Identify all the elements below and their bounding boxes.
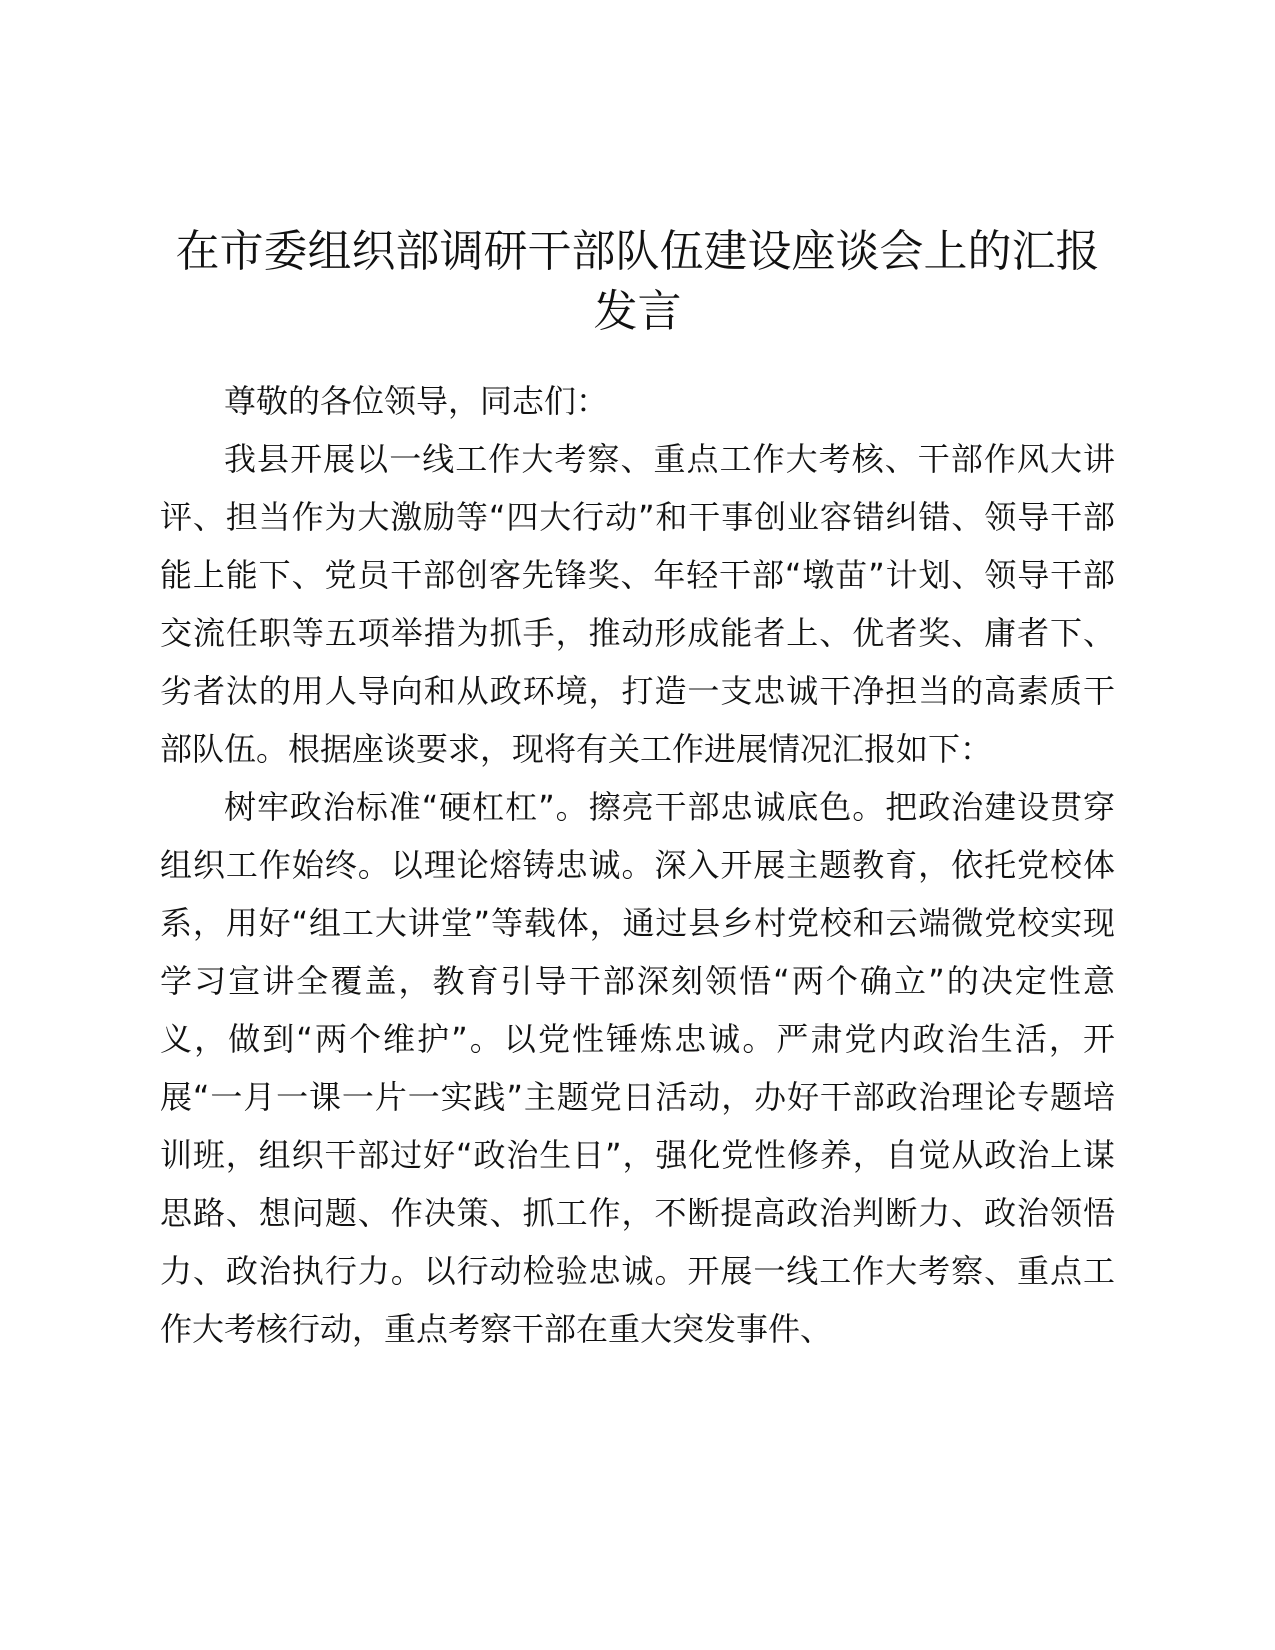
salutation-paragraph: 尊敬的各位领导，同志们： (224, 382, 609, 420)
intro-paragraph: 我县开展以一线工作大考察、重点工作大考核、干部作风大讲评、担当作为大激励等“四大行动”和干事创业容错纠错、领导干部能上能下、党员干部创客先锋奖、年轻干部“墩苗”计划、领导干部交流任职等五项举措为抓手，推动形成能者上、优者奖、庸者下、劣者汰的用人导向和从政环境，打造一支忠诚干净担当的高素质干部队伍。根据座谈要求，现将有关工作进展情况汇报如下： (160, 440, 1115, 768)
document-body (160, 372, 1115, 1358)
political-standard-paragraph: 树牢政治标准“硬杠杠”。擦亮干部忠诚底色。把政治建设贯穿组织工作始终。以理论熔铸忠诚。深入开展主题教育，依托党校体系，用好“组工大讲堂”等载体，通过县乡村党校和云端微党校实现学习宣讲全覆盖，教育引导干部深刻领悟“两个确立”的决定性意义，做到“两个维护”。以党性锤炼忠诚。严肃党内政治生活，开展“一月一课一片一实践”主题党日活动，办好干部政治理论专题培训班，组织干部过好“政治生日”，强化党性修养，自觉从政治上谋思路、想问题、作决策、抓工作，不断提高政治判断力、政治领悟力、政治执行力。以行动检验忠诚。开展一线工作大考察、重点工作大考核行动，重点考察干部在重大突发事件、 (160, 788, 1115, 1348)
document-title: 在市委组织部调研干部队伍建设座谈会上的汇报发言 (175, 226, 1100, 337)
